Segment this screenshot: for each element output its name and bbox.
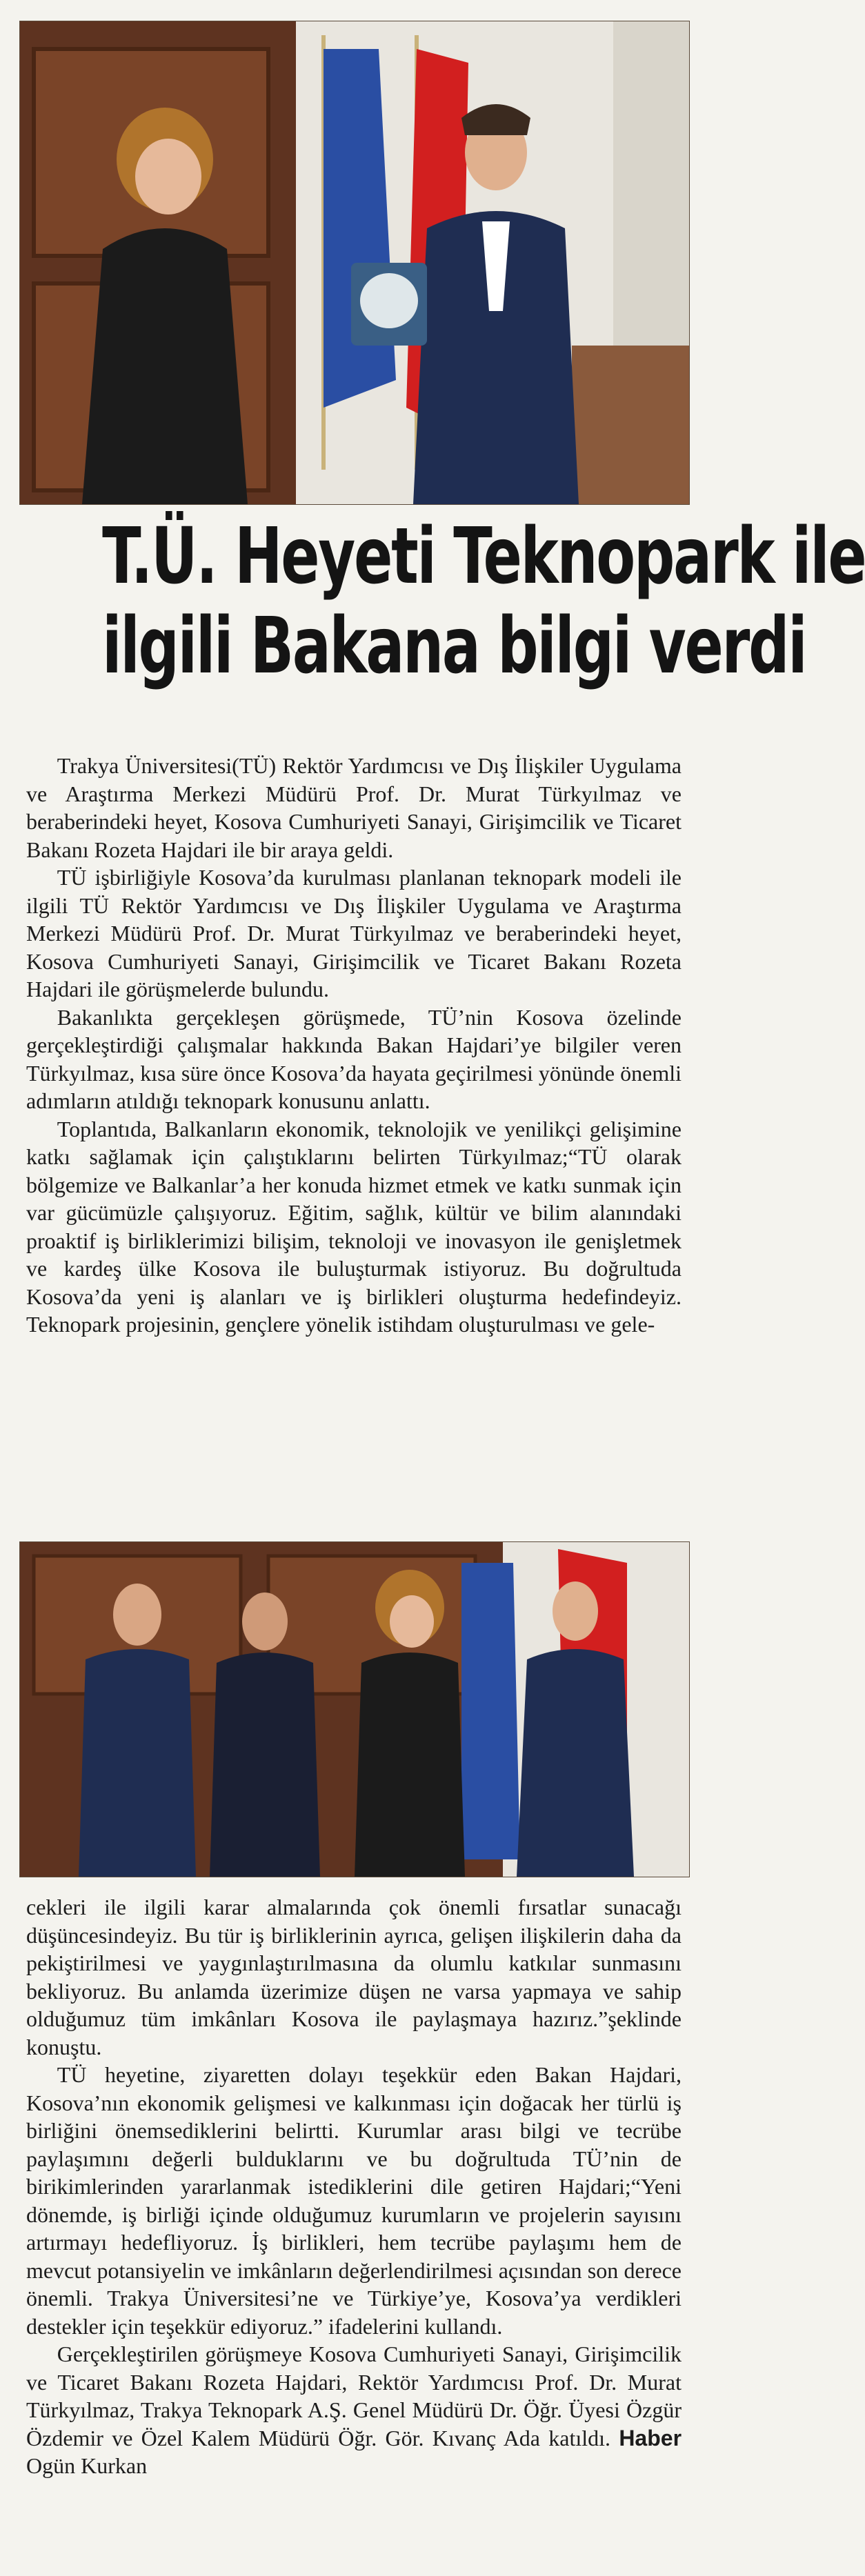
paragraph: TÜ işbirliğiyle Kosova’da kurulması planlanan teknopark modeli ile ilgili TÜ Rektör Yardımcısı ve Dış İlişkiler Uygulama ve Araştırma Merkezi Müdürü Prof. Dr. Murat Türkyılmaz ve beraberindeki heyet, Kosova Cumhuriyeti Sanayi, Girişimcilik ve Ticaret Bakanı Rozeta Hajdari ile görüşmelerde bulundu. [26,865,682,1001]
paragraph: cekleri ile ilgili karar almalarında çok önemli fırsatlar sunacağı düşüncesindeyiz. Bu tür iş birliklerinin ayrıca, gelişen ilişkilerin daha da pekiştirilmesi ve yaygınlaştırılmasına da olumlu katkılar sunmasını bekliyoruz. Bu anlamda üzerimize düşen ne varsa yapmaya ve sahip olduğumuz tüm imkânları Kosova ile paylaşmaya hazırız.”şeklinde konuştu. [26,1895,682,2059]
paragraph: Bakanlıkta gerçekleşen görüşmede, TÜ’nin Kosova özelinde gerçekleştirdiği çalışmalar hakkında Bakan Hajdari’ye bilgiler veren Türkyılmaz, kısa süre önce Kosova’da hayata geçirilmesi yönünde önemli adımların atıldığı teknopark konusunu anlattı. [26,1004,682,1113]
paragraph: TÜ heyetine, ziyaretten dolayı teşekkür eden Bakan Hajdari, Kosova’nın ekonomik gelişmesi ve kalkınması için doğacak her türlü iş birliğini önemsediklerini belirtti. Kurumlar arası bilgi ve tecrübe paylaşımını değerli bulduklarını ve bu doğrultuda TÜ’nin de birikimlerinden yararlanmak istediklerini dile getiren Hajdari;“Yeni dönemde, iş birliği içinde olduğumuz kurumların ve projelerin sayısını artırmayı hedefliyoruz. İş birlikleri, hem tecrübe paylaşımı hem de mevcut potansiyelin ve imkânların değerlendirilmesi açısından son derece önemli. Trakya Üniversitesi’ne ve Türkiye’ye, Kosova’ya verdikleri destekler için teşekkür ediyoruz.” ifadelerini kullandı. [26,2062,682,2339]
photo-meeting-plaque-image [20,21,689,504]
photo-meeting-plaque [19,21,690,505]
article-body-part-1 [26,752,682,1339]
headline-line-2: ilgili Bakana bilgi verdi [102,601,806,691]
byline-name: Ogün Kurkan [26,2453,148,2478]
paragraph: Trakya Üniversitesi(TÜ) Rektör Yardımcısı ve Dış İlişkiler Uygulama ve Araştırma Merkezi Müdürü Prof. Dr. Murat Türkyılmaz ve beraberindeki heyet, Kosova Cumhuriyeti Sanayi, Girişimcilik ve Ticaret Bakanı Rozeta Hajdari ile bir araya geldi. [26,753,682,862]
headline [102,512,865,691]
paragraph: Toplantıda, Balkanların ekonomik, teknolojik ve yenilikçi gelişimine katkı sağlamak için çalıştıklarını belirten Türkyılmaz;“TÜ olarak bölgemize ve Balkanlar’a her konuda hizmet etmek ve katkı sunmak için var gücümüzle çalışıyoruz. Eğitim, sağlık, kültür ve bilim alanındaki proaktif iş birliklerimizi bilişim, teknoloji ve inovasyon ile genişletmek ve kardeş ülke Kosova ile buluşturmak istiyoruz. Bu doğrultuda Kosova’da yeni iş alanları ve iş birlikleri oluşturma hedefindeyiz. Teknopark projesinin, gençlere yönelik istihdam oluşturulması ve gele- [26,1116,682,1337]
photo-group-image [20,1542,689,1877]
byline-label: Haber [619,2425,682,2450]
article-body-part-2 [26,1893,682,2480]
paragraph-last [26,2340,682,2480]
headline-line-1: T.Ü. Heyeti Teknopark ile [102,512,865,601]
last-paragraph-text: Gerçekleştirilen görüşmeye Kosova Cumhuriyeti Sanayi, Girişimcilik ve Ticaret Bakanı Rozeta Hajdari, Rektör Yardımcısı Prof. Dr. Murat Türkyılmaz, Trakya Teknopark A.Ş. Genel Müdürü Dr. Öğr. Üyesi Özgür Özdemir ve Özel Kalem Müdürü Öğr. Gör. Kıvanç Ada katıldı. [26,2342,682,2450]
photo-group [19,1541,690,1877]
